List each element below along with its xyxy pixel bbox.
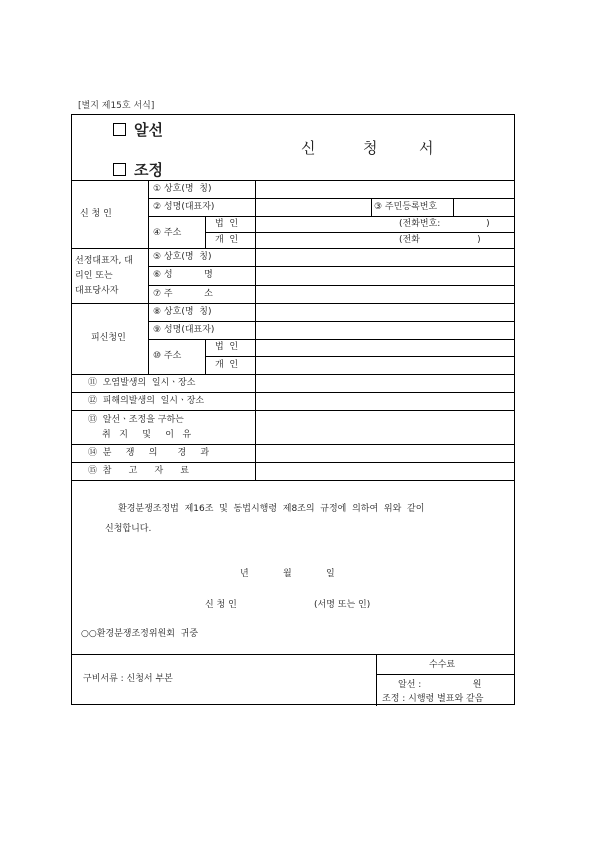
- damage-label: ⑫ 피해의발생의 일시ㆍ장소: [88, 396, 205, 406]
- respondent-rep-label: ⑨ 성명(대표자): [153, 325, 215, 335]
- row-divider: [72, 654, 515, 655]
- representative-label-line: 리인 또는: [75, 271, 113, 281]
- dispute-field[interactable]: [256, 445, 515, 462]
- pollution-label: ⑪ 오염발생의 일시ㆍ장소: [88, 378, 196, 388]
- applicant-address-indiv-field[interactable]: [256, 233, 515, 248]
- form-title: [301, 141, 434, 156]
- option-conciliation[interactable]: 조정: [113, 163, 163, 178]
- respondent-corp-label: 법 인: [215, 342, 239, 352]
- representative-person-label: ⑥ 성 명: [153, 270, 213, 280]
- representative-name-label: ⑤ 상호(명 칭): [153, 252, 212, 262]
- respondent-address-indiv-field[interactable]: [256, 357, 515, 374]
- respondent-name-label: ⑧ 상호(명 칭): [153, 307, 212, 317]
- purpose-field[interactable]: [256, 411, 515, 444]
- fee-conciliation: 조정 : 시행령 별표와 같음: [382, 694, 484, 704]
- application-form: [71, 114, 515, 705]
- applicant-phone-corp: (전화번호: ): [399, 219, 490, 229]
- checkbox-icon[interactable]: [113, 123, 126, 136]
- column-divider: [205, 216, 206, 248]
- reference-label: ⑮ 참 고 자 료: [88, 466, 189, 476]
- applicant-resident-no-label: ③ 주민등록번호: [374, 202, 438, 212]
- column-divider: [148, 180, 149, 374]
- fee-header: 수수료: [429, 660, 456, 670]
- representative-label-line: 대표당사자: [75, 286, 119, 296]
- representative-person-field[interactable]: [256, 267, 515, 285]
- applicant-name-field[interactable]: [256, 181, 515, 198]
- column-divider: [371, 198, 372, 216]
- respondent-address-label: ⑩ 주소: [153, 351, 182, 361]
- representative-address-field[interactable]: [256, 286, 515, 303]
- title-char: 서: [419, 139, 434, 157]
- column-divider: [205, 339, 206, 374]
- purpose-label-reason: 취 지 및 이 유: [102, 430, 192, 440]
- applicant-indiv-label: 개 인: [215, 235, 239, 245]
- title-char: 청: [363, 139, 378, 157]
- damage-field[interactable]: [256, 393, 515, 410]
- applicant-name-label: ① 상호(명 칭): [153, 184, 212, 194]
- applicant-rep-field[interactable]: [256, 199, 371, 216]
- respondent-section-label: 피신청인: [91, 333, 126, 343]
- declaration-text: 환경분쟁조정법 제16조 및 동법시행령 제8조의 규정에 의하여 위와 같이: [118, 504, 425, 514]
- representative-address-label: ⑦ 주 소: [153, 289, 213, 299]
- respondent-rep-field[interactable]: [256, 322, 515, 339]
- pollution-field[interactable]: [256, 375, 515, 392]
- date-line: 년 월 일: [240, 569, 335, 579]
- respondent-address-corp-field[interactable]: [256, 340, 515, 356]
- signer-label: 신 청 인: [205, 600, 237, 610]
- reference-field[interactable]: [256, 463, 515, 480]
- declaration-text-end: 신청합니다.: [105, 524, 152, 534]
- applicant-corp-label: 법 인: [215, 219, 239, 229]
- representative-name-field[interactable]: [256, 249, 515, 266]
- respondent-name-field[interactable]: [256, 304, 515, 321]
- fee-mediation: 알선 : 원: [398, 680, 482, 690]
- applicant-phone-indiv: (전화 ): [399, 235, 481, 245]
- title-char: 신: [301, 139, 316, 157]
- purpose-label: ⑬ 알선ㆍ조정을 구하는: [88, 415, 184, 425]
- representative-label-line: 선정대표자, 대: [75, 256, 133, 266]
- applicant-resident-no-field[interactable]: [454, 199, 515, 216]
- row-divider: [72, 480, 515, 481]
- respondent-indiv-label: 개 인: [215, 360, 239, 370]
- applicant-address-corp-field[interactable]: [256, 217, 515, 232]
- required-documents: 구비서류 : 신청서 부본: [83, 674, 173, 684]
- applicant-section-label: 신 청 인: [80, 209, 112, 219]
- applicant-address-label: ④ 주소: [153, 228, 182, 238]
- sign-note: (서명 또는 인): [314, 600, 371, 610]
- row-divider: [376, 674, 515, 675]
- form-caption: [별지 제15호 서식]: [78, 101, 155, 111]
- addressee: ○○환경분쟁조정위원회 귀중: [81, 629, 199, 639]
- applicant-rep-label: ② 성명(대표자): [153, 202, 215, 212]
- checkbox-icon[interactable]: [113, 163, 126, 176]
- dispute-label: ⑭ 분 쟁 의 경 과: [88, 448, 210, 458]
- option-mediation[interactable]: 알선: [113, 123, 163, 138]
- column-divider: [376, 654, 377, 706]
